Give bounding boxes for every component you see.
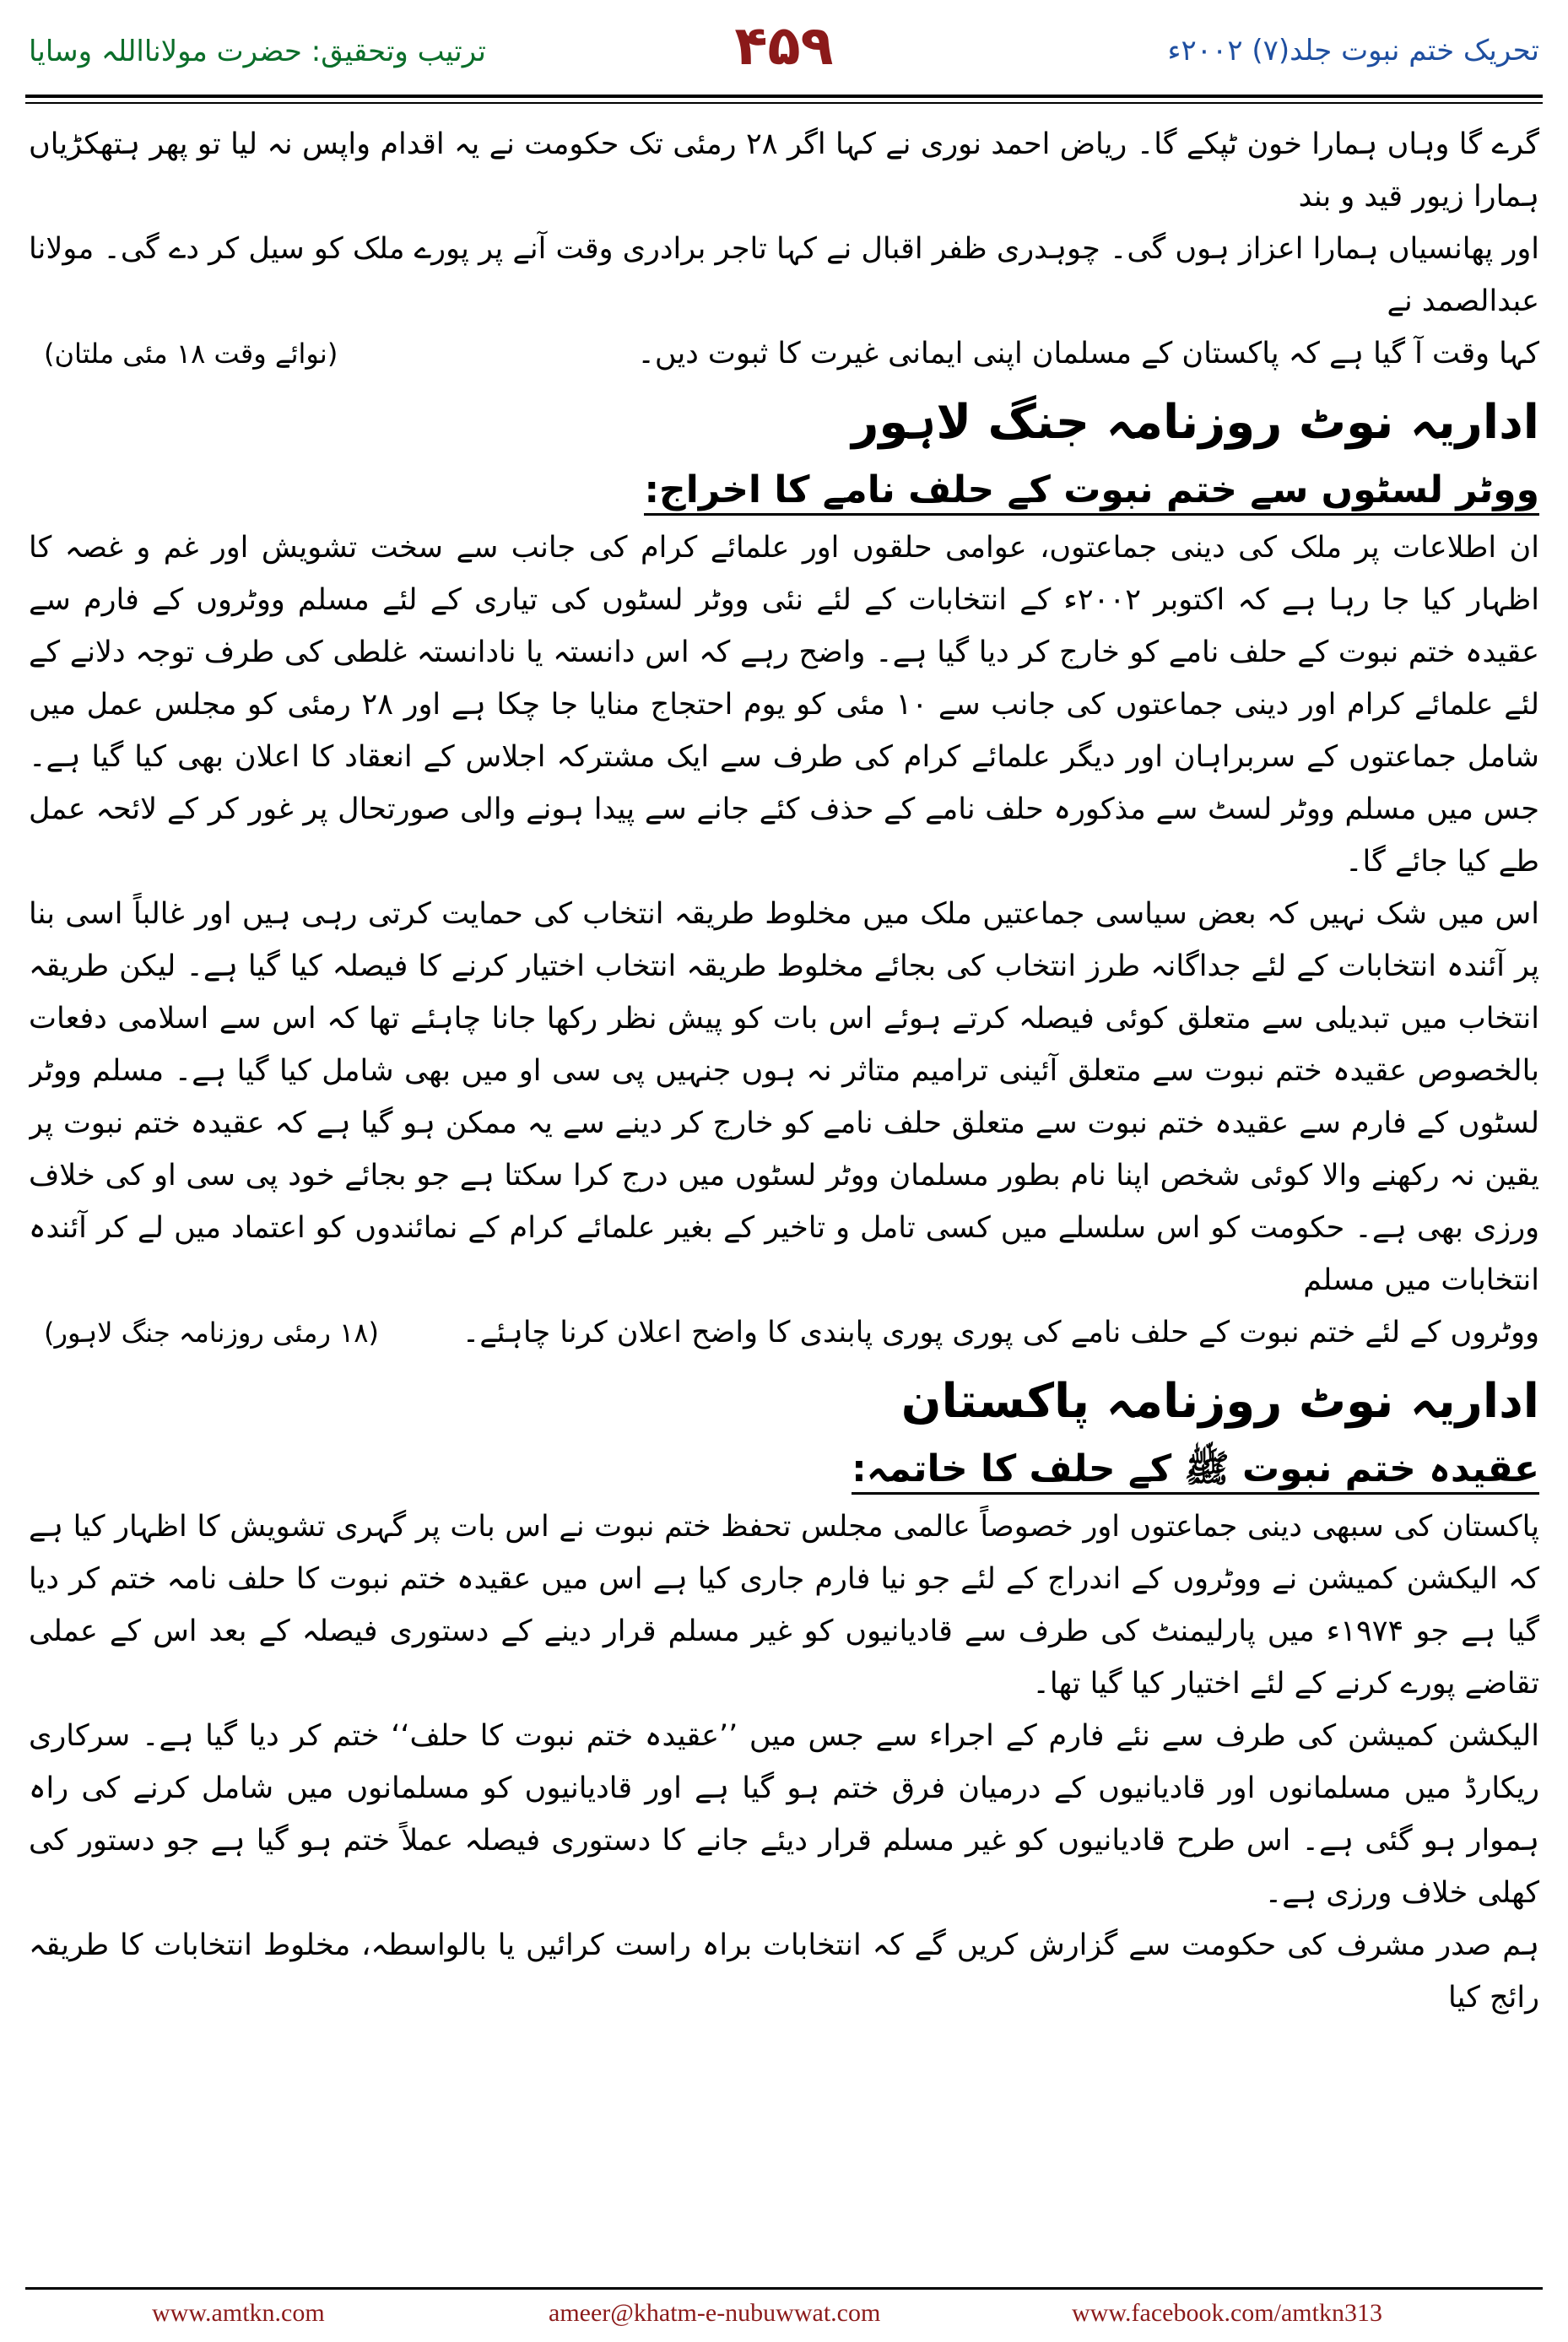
section2-source: (۱۸ رمئی روزنامہ جنگ لاہور) xyxy=(44,1317,379,1349)
section3-paragraph-2: الیکشن کمیشن کی طرف سے نئے فارم کے اجراء سے جس میں ’’عقیدہ ختم نبوت کا حلف‘‘ ختم کر دیا گیا ہے۔ سرکاری ریکارڈ میں مسلمانوں اور قادیانیوں کے درمیان فرق ختم ہو گیا ہے اور قادیانیوں کو مسلمانوں میں شامل کرنے کی راہ ہموار ہو گئی ہے۔ اس طرح قادیانیوں کو غیر مسلم قرار دیئے جانے کا دستوری فیصلہ عملاً ختم ہو گیا ہے جو دستور کی کھلی خلاف ورزی ہے۔ xyxy=(29,1719,1539,1910)
header-rule xyxy=(25,95,1543,98)
section3-heading: اداریہ نوٹ روزنامہ پاکستان xyxy=(900,1374,1539,1429)
page-number: ۴۵۹ xyxy=(734,15,834,78)
page-footer xyxy=(0,2287,1568,2329)
section1-source: (نوائے وقت ۱۸ مئی ملتان) xyxy=(44,338,338,370)
section2-subheading-text: ووٹر لسٹوں سے ختم نبوت کے حلف نامے کا اخراج: xyxy=(644,468,1539,516)
compiler-credit: ترتیب وتحقیق: حضرت مولانااللہ وسایا xyxy=(29,35,486,68)
section2-heading: اداریہ نوٹ روزنامہ جنگ لاہور xyxy=(852,395,1539,450)
section2-last-line: ووٹروں کے لئے ختم نبوت کے حلف نامے کی پوری پوری پابندی کا واضح اعلان کرنا چاہئے۔ xyxy=(462,1316,1539,1349)
section2-paragraph-2: اس میں شک نہیں کہ بعض سیاسی جماعتیں ملک میں مخلوط طریقہ انتخاب کی حمایت کرتی رہی ہیں اور غالباً اسی بنا پر آئندہ انتخابات کے لئے جداگانہ طرز انتخاب کی بجائے مخلوط طریقہ انتخاب اختیار کرنے کا فیصلہ کیا گیا ہے۔ لیکن طریقہ انتخاب میں تبدیلی سے متعلق کوئی فیصلہ کرتے ہوئے اس بات کو پیش نظر رکھا جانا چاہئے تھا کہ اس سے اسلامی دفعات بالخصوص عقیدہ ختم نبوت سے متعلق آئینی ترامیم متاثر نہ ہوں جنہیں پی سی او میں بھی شامل کیا گیا ہے۔ مسلم ووٹر لسٹوں کے فارم سے عقیدہ ختم نبوت سے متعلق حلف نامے کو خارج کر دینے سے یہ ممکن ہو گیا ہے کہ عقیدہ ختم نبوت پر یقین نہ رکھنے والا کوئی شخص اپنا نام بطور مسلمان ووٹر لسٹوں میں درج کرا سکتا ہے جو بجائے خود پی سی او کی خلاف ورزی بھی ہے۔ حکومت کو اس سلسلے میں کسی تامل و تاخیر کے بغیر علمائے کرام کے نمائندوں کو اعتماد میں لے کر آئندہ انتخابات میں مسلم xyxy=(29,897,1539,1297)
section3-paragraph-1: پاکستان کی سبھی دینی جماعتوں اور خصوصاً عالمی مجلس تحفظ ختم نبوت نے اس بات پر گہری تشویش کا اظہار کیا ہے کہ الیکشن کمیشن نے ووٹروں کے اندراج کے لئے جو نیا فارم جاری کیا ہے اس میں عقیدہ ختم نبوت کا حلف نامہ ختم کر دیا گیا ہے جو ۱۹۷۴ء میں پارلیمنٹ کی طرف سے قادیانیوں کو غیر مسلم قرار دینے کے دستوری فیصلہ کے بعد اس کے عملی تقاضے پورے کرنے کے لئے اختیار کیا گیا تھا۔ xyxy=(29,1510,1539,1701)
section1-last-line: کہا وقت آ گیا ہے کہ پاکستان کے مسلمان اپنی ایمانی غیرت کا ثبوت دیں۔ xyxy=(637,337,1539,371)
section3-paragraph-3: ہم صدر مشرف کی حکومت سے گزارش کریں گے کہ انتخابات براہ راست کرائیں یا بالواسطہ، مخلوط انتخابات کا طریقہ رائج کیا xyxy=(29,1928,1539,2015)
book-title: تحریک ختم نبوت جلد(۷) ۲۰۰۲ء xyxy=(1167,34,1539,68)
website-link[interactable]: www.amtkn.com xyxy=(152,2299,325,2327)
section2-paragraph-1: ان اطلاعات پر ملک کی دینی جماعتوں، عوامی حلقوں اور علمائے کرام کی جانب سے سخت تشویش اور غم و غصہ کا اظہار کیا جا رہا ہے کہ اکتوبر ۲۰۰۲ء کے انتخابات کے لئے نئی ووٹر لسٹوں کی تیاری کے لئے مسلم ووٹروں کے فارم سے عقیدہ ختم نبوت کے حلف نامے کو خارج کر دیا گیا ہے۔ واضح رہے کہ اس دانستہ یا نادانستہ غلطی کی طرف توجہ دلانے کے لئے علمائے کرام اور دینی جماعتوں کی جانب سے ۱۰ مئی کو یوم احتجاج منایا جا چکا ہے اور ۲۸ رمئی کو مجلس عمل میں شامل جماعتوں کے سربراہان اور دیگر علمائے کرام کی طرف سے ایک مشترکہ اجلاس کے انعقاد کا اعلان بھی کیا گیا ہے۔ جس میں مسلم ووٹر لسٹ سے مذکورہ حلف نامے کے حذف کئے جانے سے پیدا ہونے والی صورتحال پر غور کر کے لائحہ عمل طے کیا جائے گا۔ xyxy=(29,531,1539,879)
section1-line: گرے گا وہاں ہمارا خون ٹپکے گا۔ ریاض احمد نوری نے کہا اگر ۲۸ رمئی تک حکومت نے یہ اقدام واپس نہ لیا تو پھر ہتھکڑیاں ہمارا زیور قید و بند xyxy=(29,127,1539,214)
section1-last-row xyxy=(29,327,1539,380)
page-header xyxy=(0,0,1568,93)
email-link[interactable]: ameer@khatm-e-nubuwwat.com xyxy=(549,2299,881,2327)
page-body xyxy=(29,118,1539,2228)
section3-subheading xyxy=(29,1438,1539,1501)
footer-rule xyxy=(25,2287,1543,2290)
section3-subheading-text: عقیدہ ختم نبوت ﷺ کے حلف کا خاتمہ: xyxy=(852,1447,1539,1495)
header-rule-thin xyxy=(25,102,1543,104)
section2-last-row xyxy=(29,1306,1539,1359)
section2-subheading xyxy=(29,459,1539,522)
facebook-link[interactable]: www.facebook.com/amtkn313 xyxy=(1072,2299,1382,2327)
section1-line: اور پھانسیاں ہمارا اعزاز ہوں گی۔ چوہدری ظفر اقبال نے کہا تاجر برادری وقت آنے پر پورے ملک کو سیل کر دے گی۔ مولانا عبدالصمد نے xyxy=(29,232,1539,318)
